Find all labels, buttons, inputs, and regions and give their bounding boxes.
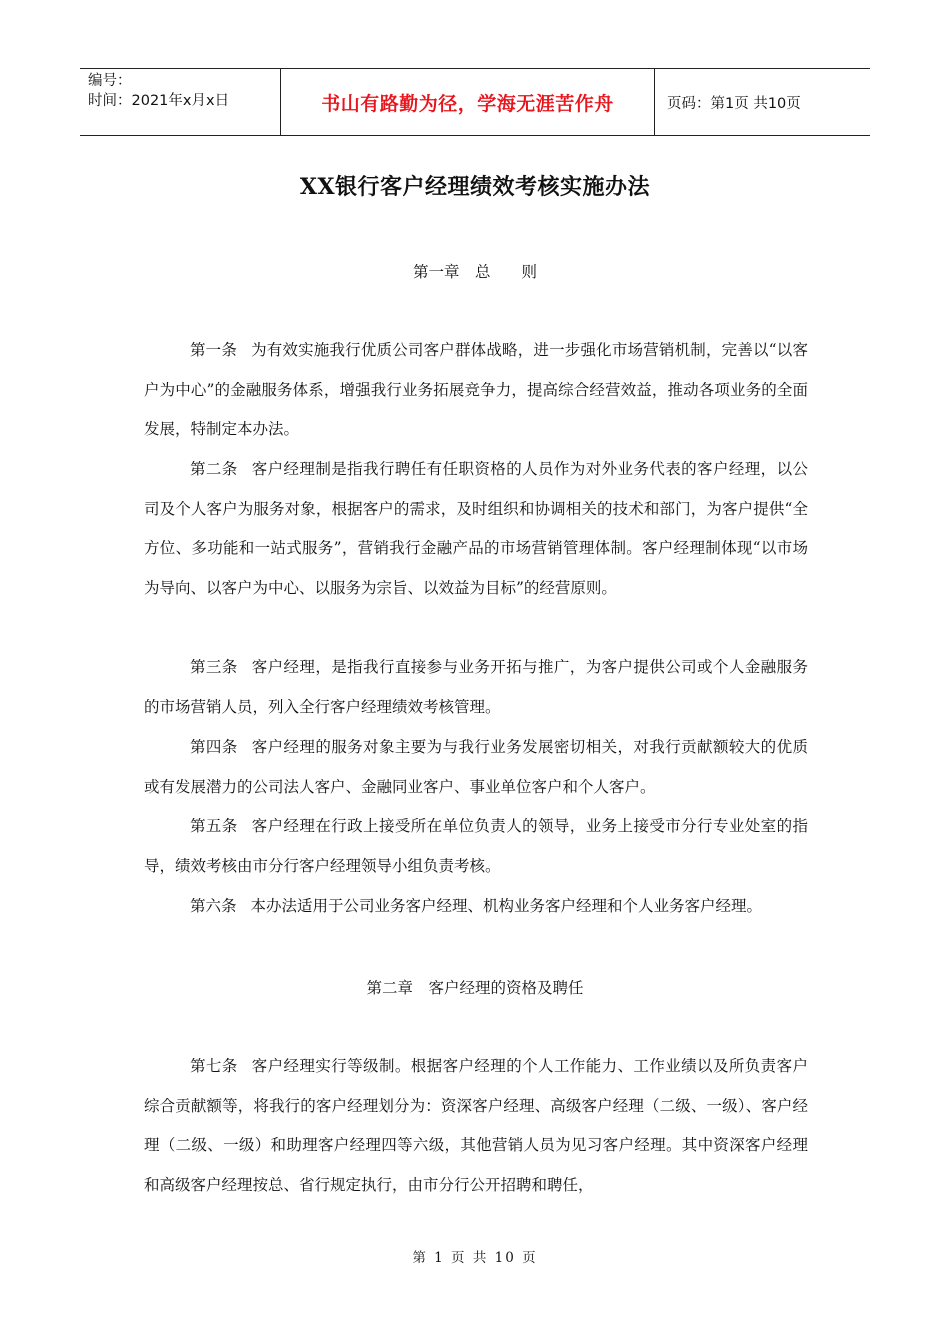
article-text: 客户经理的服务对象主要为与我行业务发展密切相关，对我行贡献额较大的优质或有发展潜力的公司法人客户、金融同业客户、事业单位客户和个人客户。 bbox=[144, 738, 808, 796]
number-label: 编号： bbox=[88, 73, 132, 89]
article-label: 第二条 bbox=[190, 460, 238, 478]
article-label: 第三条 bbox=[190, 658, 238, 676]
article-text: 本办法适用于公司业务客户经理、机构业务客户经理和个人业务客户经理。 bbox=[250, 897, 763, 915]
document-header bbox=[80, 68, 870, 136]
article-6 bbox=[144, 887, 808, 927]
document-title: XX银行客户经理绩效考核实施办法 bbox=[299, 174, 651, 200]
article-text: 客户经理，是指我行直接参与业务开拓与推广，为客户提供公司或个人金融服务的市场营销人员，列入全行客户经理绩效考核管理。 bbox=[144, 658, 808, 716]
header-motto: 书山有路勤为径，学海无涯苦作舟 bbox=[281, 69, 655, 135]
article-text: 客户经理在行政上接受所在单位负责人的领导，业务上接受市分行专业处室的指导，绩效考核由市分行客户经理领导小组负责考核。 bbox=[144, 817, 808, 875]
article-7 bbox=[144, 1047, 808, 1205]
article-label: 第四条 bbox=[190, 738, 238, 756]
article-label: 第六条 bbox=[190, 897, 237, 915]
chapter-1-title: 第一章 总 则 bbox=[412, 263, 537, 281]
article-text: 为有效实施我行优质公司客户群体战略，进一步强化市场营销机制，完善以“以客户为中心”的金融服务体系，增强我行业务拓展竞争力，提高综合经营效益，推动各项业务的全面发展，特制定本办法。 bbox=[144, 341, 808, 438]
article-4 bbox=[144, 728, 808, 807]
page-footer: 第 1 页 共 10 页 bbox=[412, 1250, 538, 1266]
article-text: 客户经理实行等级制。根据客户经理的个人工作能力、工作业绩以及所负责客户综合贡献额等，将我行的客户经理划分为：资深客户经理、高级客户经理（二级、一级）、客户经理（二级、一级）和助理客户经理四等六级，其他营销人员为见习客户经理。其中资深客户经理和高级客户经理按总、省行规定执行，由市分行公开招聘和聘任， bbox=[144, 1057, 808, 1194]
article-label: 第一条 bbox=[190, 341, 238, 359]
article-5 bbox=[144, 807, 808, 886]
date-label: 时间：2021年x月x日 bbox=[88, 93, 230, 109]
header-meta-cell bbox=[80, 69, 281, 135]
article-label: 第七条 bbox=[190, 1057, 238, 1075]
article-3 bbox=[144, 648, 808, 727]
article-1 bbox=[144, 331, 808, 450]
header-page-label: 页码：第1页 共10页 bbox=[667, 95, 801, 112]
article-2 bbox=[144, 450, 808, 608]
chapter-2-title: 第二章 客户经理的资格及聘任 bbox=[366, 979, 584, 997]
article-label: 第五条 bbox=[190, 817, 238, 835]
article-text: 客户经理制是指我行聘任有任职资格的人员作为对外业务代表的客户经理，以公司及个人客户为服务对象，根据客户的需求，及时组织和协调相关的技术和部门，为客户提供“全方位、多功能和一站式服务”，营销我行金融产品的市场营销管理体制。客户经理制体现“以市场为导向、以客户为中心、以服务为宗旨、以效益为目标”的经营原则。 bbox=[144, 460, 808, 597]
